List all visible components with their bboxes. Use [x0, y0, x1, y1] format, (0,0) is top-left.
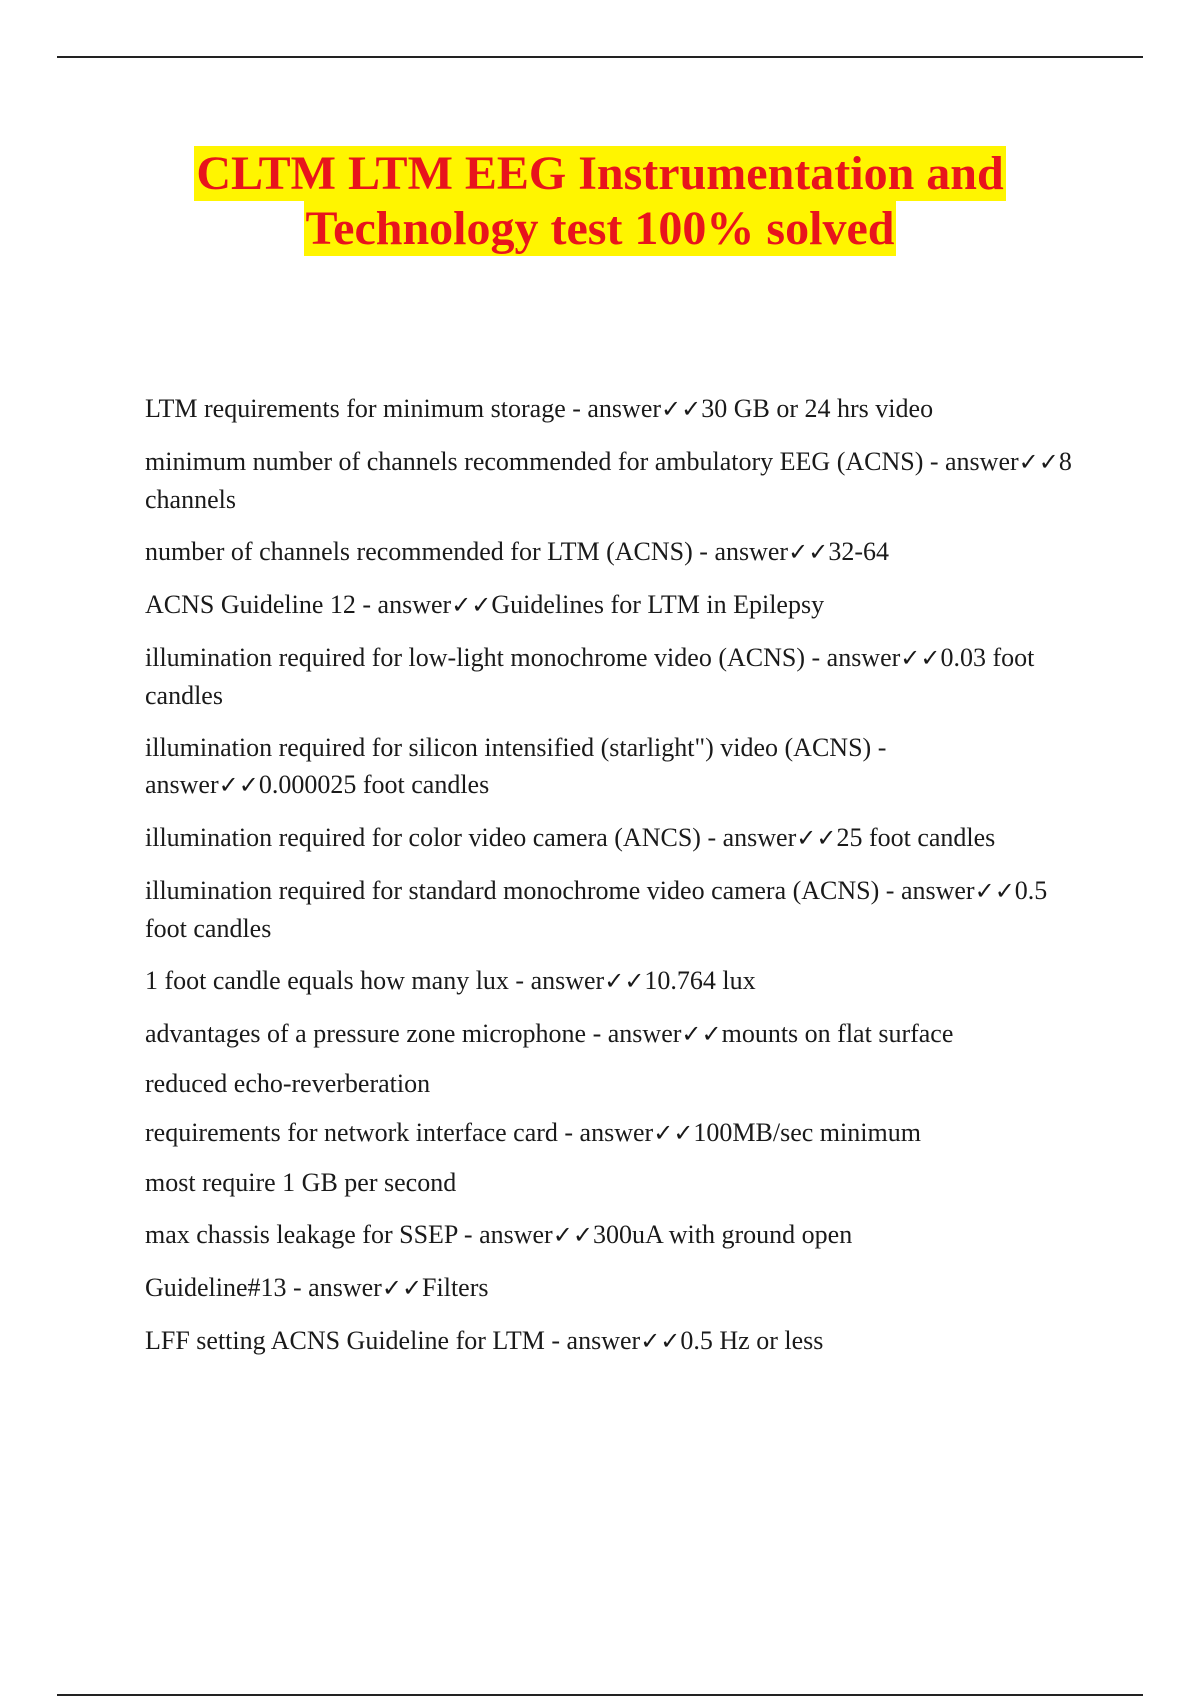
- title-line-1: CLTM LTM EEG Instrumentation and: [196, 147, 1004, 200]
- title-line-2: Technology test 100% solved: [305, 202, 895, 255]
- check-icon: ✓✓: [451, 591, 492, 619]
- check-icon: ✓✓: [974, 877, 1015, 905]
- check-icon: ✓✓: [796, 824, 837, 852]
- qa-item: requirements for network interface card - answer✓✓100MB/sec minimum: [145, 1118, 921, 1147]
- qa-list: [145, 390, 1075, 1375]
- bottom-divider: [57, 1694, 1143, 1696]
- qa-item: ACNS Guideline 12 - answer✓✓Guidelines for LTM in Epilepsy: [145, 590, 825, 619]
- qa-item: number of channels recommended for LTM (ACNS) - answer✓✓32-64: [145, 537, 889, 566]
- qa-item: Guideline#13 - answer✓✓Filters: [145, 1273, 489, 1302]
- qa-item: LFF setting ACNS Guideline for LTM - answer✓✓0.5 Hz or less: [145, 1326, 824, 1355]
- qa-item: illumination required for silicon intensified (starlight") video (ACNS) - answer✓✓0.000025 foot candles: [145, 733, 887, 799]
- check-icon: ✓✓: [788, 538, 829, 566]
- check-icon: ✓✓: [653, 1119, 694, 1147]
- check-icon: ✓✓: [1018, 448, 1059, 476]
- qa-item: LTM requirements for minimum storage - answer✓✓30 GB or 24 hrs video: [145, 394, 934, 423]
- top-divider: [57, 56, 1143, 58]
- qa-continuation: most require 1 GB per second: [145, 1168, 457, 1197]
- qa-item: max chassis leakage for SSEP - answer✓✓300uA with ground open: [145, 1220, 853, 1249]
- check-icon: ✓✓: [900, 644, 941, 672]
- qa-item: illumination required for standard monochrome video camera (ACNS) - answer✓✓0.5 foot candles: [145, 876, 1048, 943]
- check-icon: ✓✓: [681, 1020, 722, 1048]
- qa-continuation: reduced echo-reverberation: [145, 1069, 431, 1098]
- document-title: [100, 146, 1100, 256]
- check-icon: ✓✓: [381, 1274, 423, 1302]
- qa-item: minimum number of channels recommended for ambulatory EEG (ACNS) - answer✓✓8 channels: [145, 447, 1072, 514]
- check-icon: ✓✓: [661, 395, 702, 423]
- check-icon: ✓✓: [604, 967, 645, 995]
- check-icon: ✓✓: [218, 771, 259, 799]
- check-icon: ✓✓: [640, 1327, 681, 1355]
- qa-item: advantages of a pressure zone microphone - answer✓✓mounts on flat surface: [145, 1019, 954, 1048]
- qa-item: 1 foot candle equals how many lux - answer✓✓10.764 lux: [145, 966, 756, 995]
- check-icon: ✓✓: [552, 1221, 593, 1249]
- qa-item: illumination required for low-light monochrome video (ACNS) - answer✓✓0.03 foot candles: [145, 643, 1035, 710]
- qa-item: illumination required for color video camera (ANCS) - answer✓✓25 foot candles: [145, 823, 996, 852]
